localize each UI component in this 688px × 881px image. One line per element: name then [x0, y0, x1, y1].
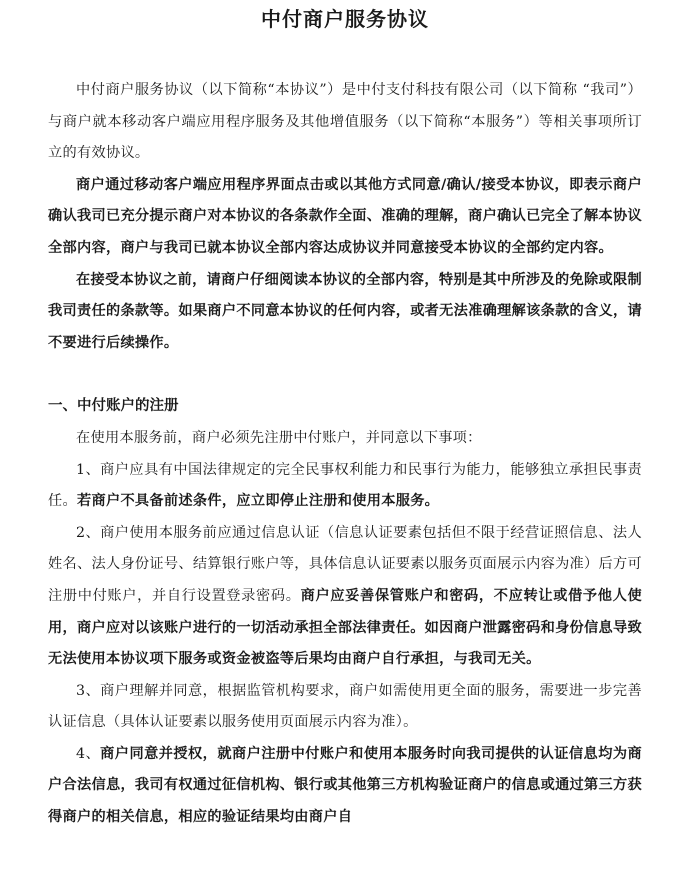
clause-2-emphasis: 商户应妥善保管账户和密码，不应转让或借予他人使用，商户应对以该账户进行的一切活动承担全部法律责任。如因商户泄露密码和身份信息导致无法使用本协议项下服务或资金被盗等后果均由商户自行承担，与我司无关。	[48, 587, 642, 668]
clause-4-emphasis: 商户同意并授权，就商户注册中付账户和使用本服务时向我司提供的认证信息均为商户合法信息，我司有权通过征信机构、银行或其他第三方机构验证商户的信息或通过第三方获得商户的相关信息，相应的验证结果均由商户自	[48, 745, 642, 826]
section-lead: 在使用本服务前，商户必须先注册中付账户，并同意以下事项：	[76, 429, 482, 446]
clause-4-number: 4、	[76, 745, 101, 762]
clause-2-text: 2、商户使用本服务前应通过信息认证（信息认证要素包括但不限于经营证照信息、法人姓名、法人身份证号、结算银行账户等，具体信息认证要素以服务页面展示内容为准）后方可注册中付账户，并自行设置登录密码。	[48, 524, 642, 604]
clause-2	[48, 518, 642, 676]
warning-paragraph: 在接受本协议之前，请商户仔细阅读本协议的全部内容，特别是其中所涉及的免除或限制我司责任的条款等。如果商户不同意本协议的任何内容，或者无法准确理解该条款的含义，请不要进行后续操作。	[48, 271, 642, 351]
page-title: 中付商户服务协议	[261, 7, 429, 31]
clause-1	[48, 455, 642, 518]
clause-4	[48, 739, 642, 834]
clause-1-emphasis: 若商户不具备前述条件，应立即停止注册和使用本服务。	[76, 493, 440, 510]
section-heading-registration: 一、中付账户的注册	[48, 398, 179, 415]
clause-3: 3、商户理解并同意，根据监管机构要求，商户如需使用更全面的服务，需要进一步完善认证信息（具体认证要素以服务使用页面展示内容为准）。	[48, 682, 642, 731]
acceptance-paragraph: 商户通过移动客户端应用程序界面点击或以其他方式同意/确认/接受本协议，即表示商户确认我司已充分提示商户对本协议的各条款作全面、准确的理解，商户确认已完全了解本协议全部内容，商户与我司已就本协议全部内容达成协议并同意接受本协议的全部约定内容。	[48, 176, 642, 256]
intro-paragraph: 中付商户服务协议（以下简称“本协议”）是中付支付科技有限公司（以下简称 “我司”）与商户就本移动客户端应用程序服务及其他增值服务（以下简称“本服务”）等相关事项所订立的有效协议。	[48, 82, 642, 162]
clause-1-text: 1、商户应具有中国法律规定的完全民事权利能力和民事行为能力，能够独立承担民事责任。	[48, 461, 642, 510]
